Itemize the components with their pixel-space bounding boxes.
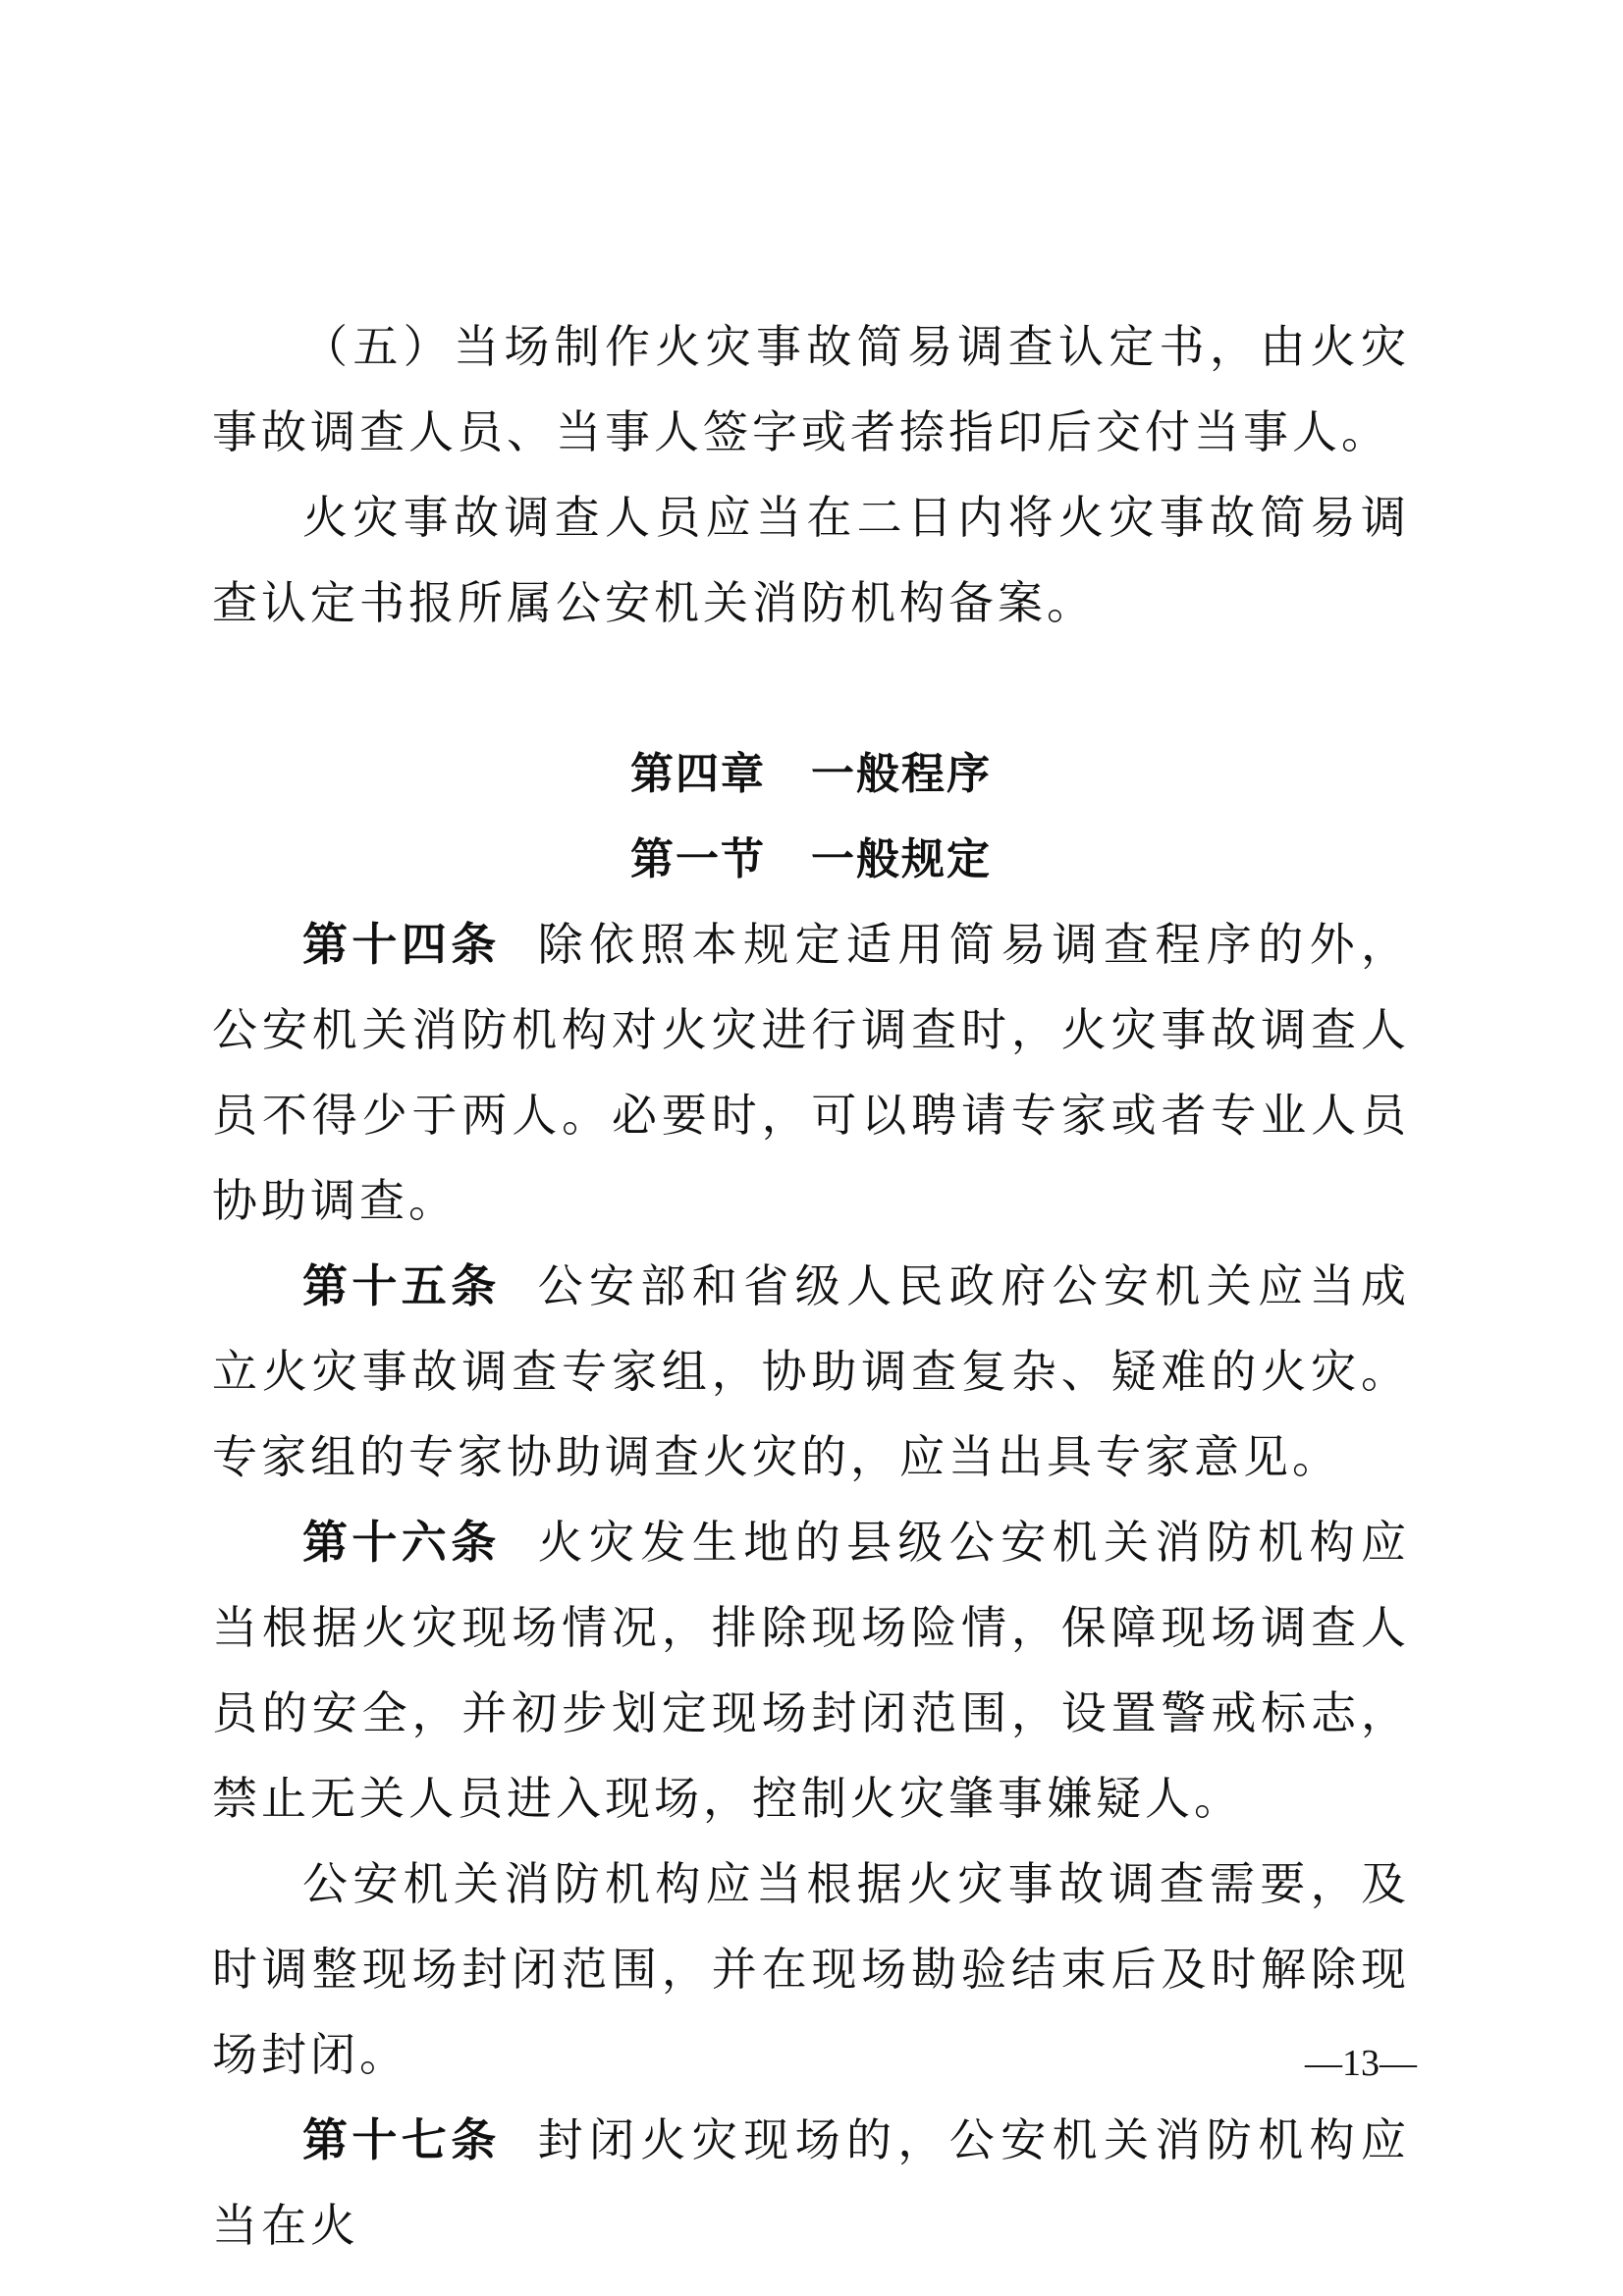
- article-label: 第十六条: [302, 1516, 501, 1569]
- article-label: 第十七条: [302, 2113, 501, 2166]
- article-label: 第十五条: [302, 1259, 501, 1312]
- article-text: 火灾发生地的县级公安机关消防机构应当根据火灾现场情况，排除现场险情，保障现场调查人员的安全，并初步划定现场封闭范围，设置警戒标志，禁止无关人员进入现场，控制火灾肇事嫌疑人。: [212, 1516, 1411, 1825]
- paragraph-scene-adjust: 公安机关消防机构应当根据火灾事故调查需要，及时调整现场封闭范围，并在现场勘验结束后及时解除现场封闭。: [212, 1857, 1410, 2081]
- spacer: [212, 646, 1410, 731]
- paragraph-filing: 火灾事故调查人员应当在二日内将火灾事故简易调查认定书报所属公安机关消防机构备案。: [212, 491, 1410, 629]
- article-label: 第十四条: [302, 918, 501, 971]
- section-title: 第一节 一般规定: [630, 834, 992, 884]
- article-text: 公安部和省级人民政府公安机关应当成立火灾事故调查专家组，协助调查复杂、疑难的火灾。专家组的专家协助调查火灾的，应当出具专家意见。: [212, 1259, 1411, 1483]
- page-content: [212, 304, 1410, 2269]
- paragraph-item-five: （五）当场制作火灾事故简易调查认定书，由火灾事故调查人员、当事人签字或者捺指印后交付当事人。: [212, 320, 1410, 458]
- page-number: —13—: [1305, 2043, 1417, 2084]
- article-14: [212, 902, 1410, 1244]
- article-16: [212, 1500, 1410, 1842]
- article-text: 封闭火灾现场的，公安机关消防机构应当在火: [212, 2113, 1411, 2252]
- article-15: [212, 1244, 1410, 1500]
- article-17: [212, 2098, 1410, 2269]
- chapter-title: 第四章 一般程序: [630, 749, 992, 799]
- article-text: 除依照本规定适用简易调查程序的外，公安机关消防机构对火灾进行调查时，火灾事故调查人员不得少于两人。必要时，可以聘请专家或者专业人员协助调查。: [212, 918, 1411, 1227]
